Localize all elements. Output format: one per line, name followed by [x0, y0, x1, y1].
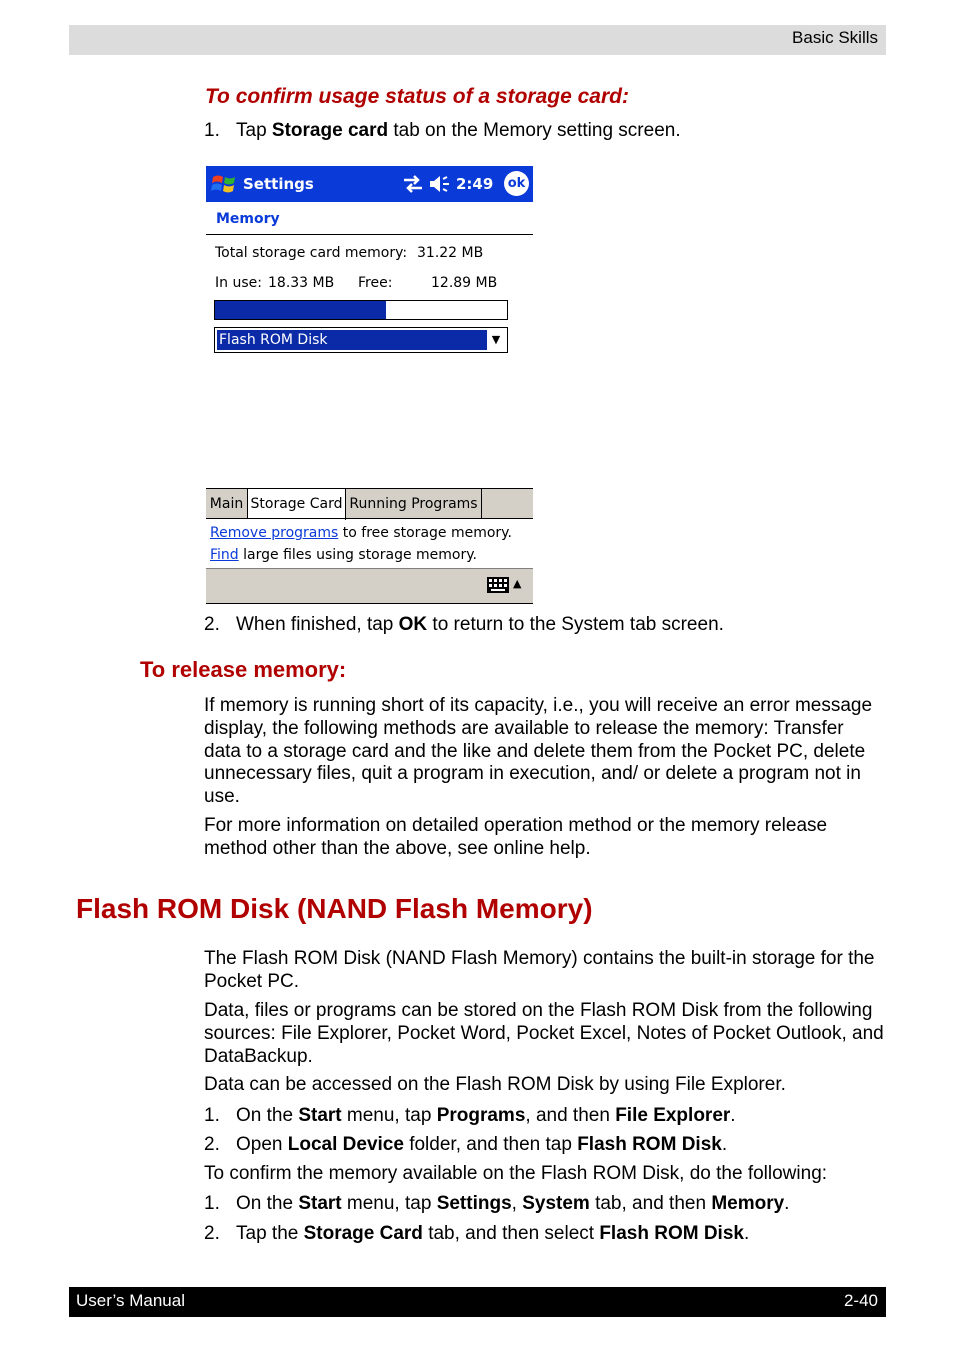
volume-icon[interactable]	[428, 174, 452, 194]
device-screenshot	[206, 166, 533, 603]
flash-paragraph-2: Data, files or programs can be stored on the Flash ROM Disk from the following sources: File Explorer, Pocket Word, Pocket Excel, Notes of Pocket Outlook, and DataBackup.	[204, 1000, 884, 1067]
page-header	[69, 25, 886, 55]
remove-programs-line: Remove programs to free storage memory.	[210, 525, 512, 541]
up-arrow-icon[interactable]: ▲	[513, 577, 522, 590]
ok-button[interactable]: ok	[504, 171, 529, 196]
find-link[interactable]: Find	[210, 547, 239, 563]
tab-running-programs[interactable]: Running Programs	[346, 489, 482, 519]
flash-step-b2: 2. Tap the Storage Card tab, and then select Flash ROM Disk.	[204, 1223, 750, 1244]
section-divider	[206, 234, 533, 235]
in-use-label: In use:	[215, 275, 262, 291]
tab-storage-card[interactable]: Storage Card	[248, 489, 346, 520]
release-memory-heading: To release memory:	[140, 657, 347, 682]
keyboard-icon[interactable]	[487, 577, 509, 593]
confirm-step-2: 2. When finished, tap OK to return to the System tab screen.	[204, 614, 724, 635]
tab-main[interactable]: Main	[206, 489, 248, 519]
tab-divider	[206, 518, 533, 519]
release-paragraph-2: For more information on detailed operation method or the memory release method other than the above, see online help.	[204, 815, 828, 859]
device-tab-bar	[206, 488, 533, 519]
header-section-title: Basic Skills	[792, 28, 878, 47]
device-title: Settings	[243, 175, 314, 193]
total-memory-value: 31.22 MB	[417, 245, 484, 261]
find-files-line: Find large files using storage memory.	[210, 547, 477, 563]
memory-section-title: Memory	[216, 211, 280, 227]
flash-paragraph-3: Data can be accessed on the Flash ROM Disk by using File Explorer.	[204, 1074, 786, 1095]
flash-rom-heading: Flash ROM Disk (NAND Flash Memory)	[76, 893, 593, 924]
memory-usage-bar	[214, 300, 508, 320]
confirm-storage-heading: To confirm usage status of a storage card:	[205, 85, 629, 108]
flash-paragraph-1: The Flash ROM Disk (NAND Flash Memory) contains the built-in storage for the Pocket PC.	[204, 948, 875, 992]
dropdown-arrow-icon[interactable]: ▼	[491, 333, 501, 346]
free-value: 12.89 MB	[431, 275, 498, 291]
free-label: Free:	[358, 275, 393, 291]
flash-step-a1: 1. On the Start menu, tap Programs, and then File Explorer.	[204, 1105, 736, 1126]
remove-programs-link[interactable]: Remove programs	[210, 525, 339, 541]
device-title-bar	[206, 166, 533, 202]
confirm-step-1: 1. Tap Storage card tab on the Memory setting screen.	[204, 120, 681, 141]
footer-manual-title: User’s Manual	[76, 1291, 185, 1310]
total-memory-label: Total storage card memory:	[215, 245, 408, 261]
connectivity-icon[interactable]	[402, 174, 424, 194]
command-bar	[206, 568, 533, 604]
device-status-area	[402, 174, 502, 196]
page-number: 2-40	[843, 1291, 878, 1310]
flash-step-b1: 1. On the Start menu, tap Settings, System tab, and then Memory.	[204, 1193, 790, 1214]
release-paragraph-1: If memory is running short of its capacity, i.e., you will receive an error message display, the following methods are available to release the memory: Transfer data to a storage card and the like and delete them from the Pocket PC, delete unnecessary files, quit a program in execution, and/ or delete a program not in use.	[204, 695, 873, 808]
storage-select[interactable]	[214, 327, 508, 353]
in-use-value: 18.33 MB	[268, 275, 335, 291]
flash-step-a2: 2. Open Local Device folder, and then tap Flash ROM Disk.	[204, 1134, 728, 1155]
page-footer	[69, 1287, 886, 1317]
device-clock: 2:49	[456, 175, 494, 193]
storage-select-value: Flash ROM Disk	[217, 330, 487, 350]
flash-paragraph-4: To confirm the memory available on the Flash ROM Disk, do the following:	[204, 1163, 828, 1184]
windows-start-icon[interactable]	[209, 169, 239, 199]
memory-usage-fill	[215, 301, 386, 319]
